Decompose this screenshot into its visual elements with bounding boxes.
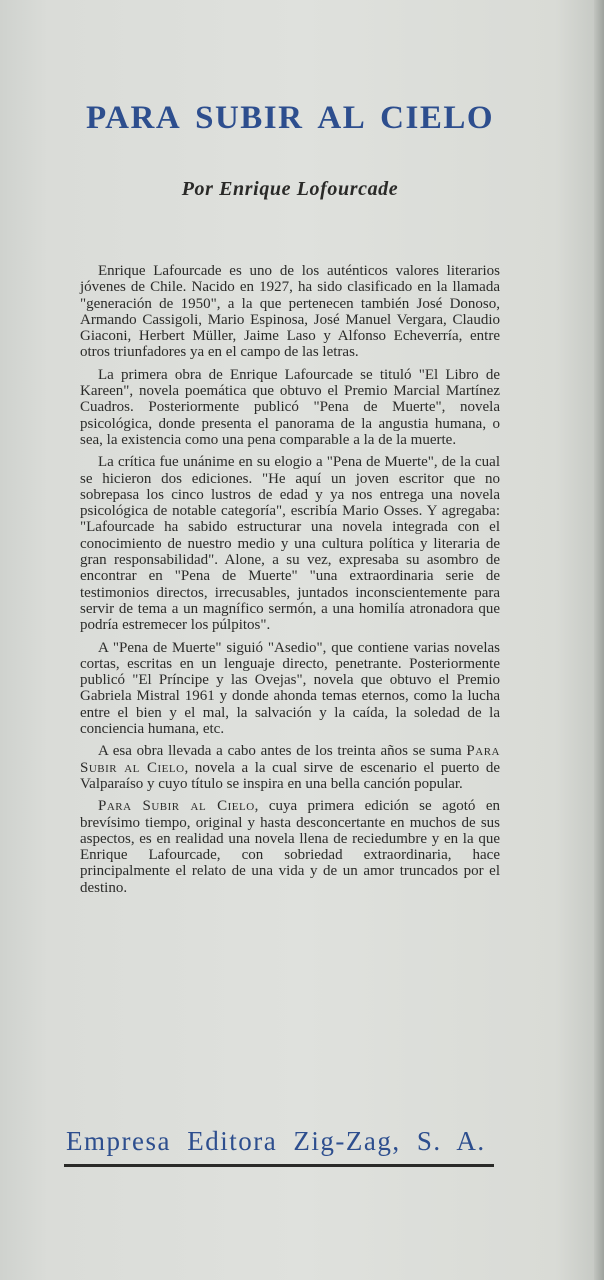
paragraph-6-book-title: Para Subir al Cielo — [98, 798, 255, 815]
paragraph-5-text-b: , novela a la cual sirve de escenario el puerto de Valparaíso y cuyo título se inspira en una bella canción popular. — [80, 759, 500, 792]
paragraph-5-text-a: A esa obra llevada a cabo antes de los treinta años se suma — [98, 743, 462, 760]
paragraph-2: La primera obra de Enrique Lafourcade se tituló "El Libro de Kareen", novela poemática que obtuvo el Premio Marcial Martínez Cuadros. Posteriormente publicó "Pena de Muerte", novela psicológica, donde presenta el panorama de la angustia humana, o sea, la existencia como una pena comparable a la de la muerte. — [80, 366, 500, 448]
paragraph-3: La crítica fue unánime en su elogio a "Pena de Muerte", de la cual se hicieron dos ediciones. "He aquí un joven escritor que no sobrepasa los cinco lustros de edad y ya nos entrega una novela psicológica de notable categoría", escribía Mario Osses. Y agregaba: "Lafourcade ha sabido estructurar una novela integrada con el conocimiento de nuestro medio y una cultura política y literaria de gran responsabilidad". Alone, a su vez, expresaba su asombro de encontrar en "Pena de Muerte" "una extraordinaria serie de testimonios directos, irrecusables, juntados inconscientemente para servir de tema a un magnífico sermón, a una homilía atronadora que podría estremecer los púlpitos". — [80, 454, 500, 634]
publisher-name: Empresa Editora Zig-Zag, S. A. — [66, 1126, 486, 1156]
paragraph-6 — [80, 798, 500, 896]
blurb-text — [80, 263, 500, 902]
paragraph-5-book-title: Para Subir al Cielo — [80, 743, 500, 776]
publisher-underline — [64, 1164, 494, 1167]
paragraph-5 — [80, 743, 500, 792]
paragraph-1: Enrique Lafourcade es uno de los auténticos valores literarios jóvenes de Chile. Nacido en 1927, ha sido clasificado en la llamada "generación de 1950", a la que pertenecen también José Donoso, Armando Cassigoli, Mario Espinosa, José Manuel Vergara, Claudio Giaconi, Herbert Müller, Jaime Laso y Alfonso Echeverría, entre otros triunfadores ya en el campo de las letras. — [80, 263, 500, 361]
author-line: Por Enrique Lofourcade — [181, 178, 399, 200]
page-edge-shadow — [594, 0, 604, 1280]
book-title: PARA SUBIR AL CIELO — [85, 100, 495, 136]
paragraph-4: A "Pena de Muerte" siguió "Asedio", que contiene varias novelas cortas, escritas en un lenguaje directo, penetrante. Posteriormente publicó "El Príncipe y las Ovejas", novela que obtuvo el Premio Gabriela Mistral 1961 y donde ahonda temas eternos, como la lucha entre el bien y el mal, la salvación y la caída, la soledad de la conciencia humana, etc. — [80, 639, 500, 738]
paragraph-6-text-b: , cuya primera edición se agotó en brevísimo tiempo, original y hasta desconcertante en muchos de sus aspectos, es en realidad una novela llena de reciedumbre y en la que Enrique Lafourcade, con sobriedad extraordinaria, hace principalmente el relato de una vida y de un amor truncados por el destino. — [80, 798, 500, 896]
